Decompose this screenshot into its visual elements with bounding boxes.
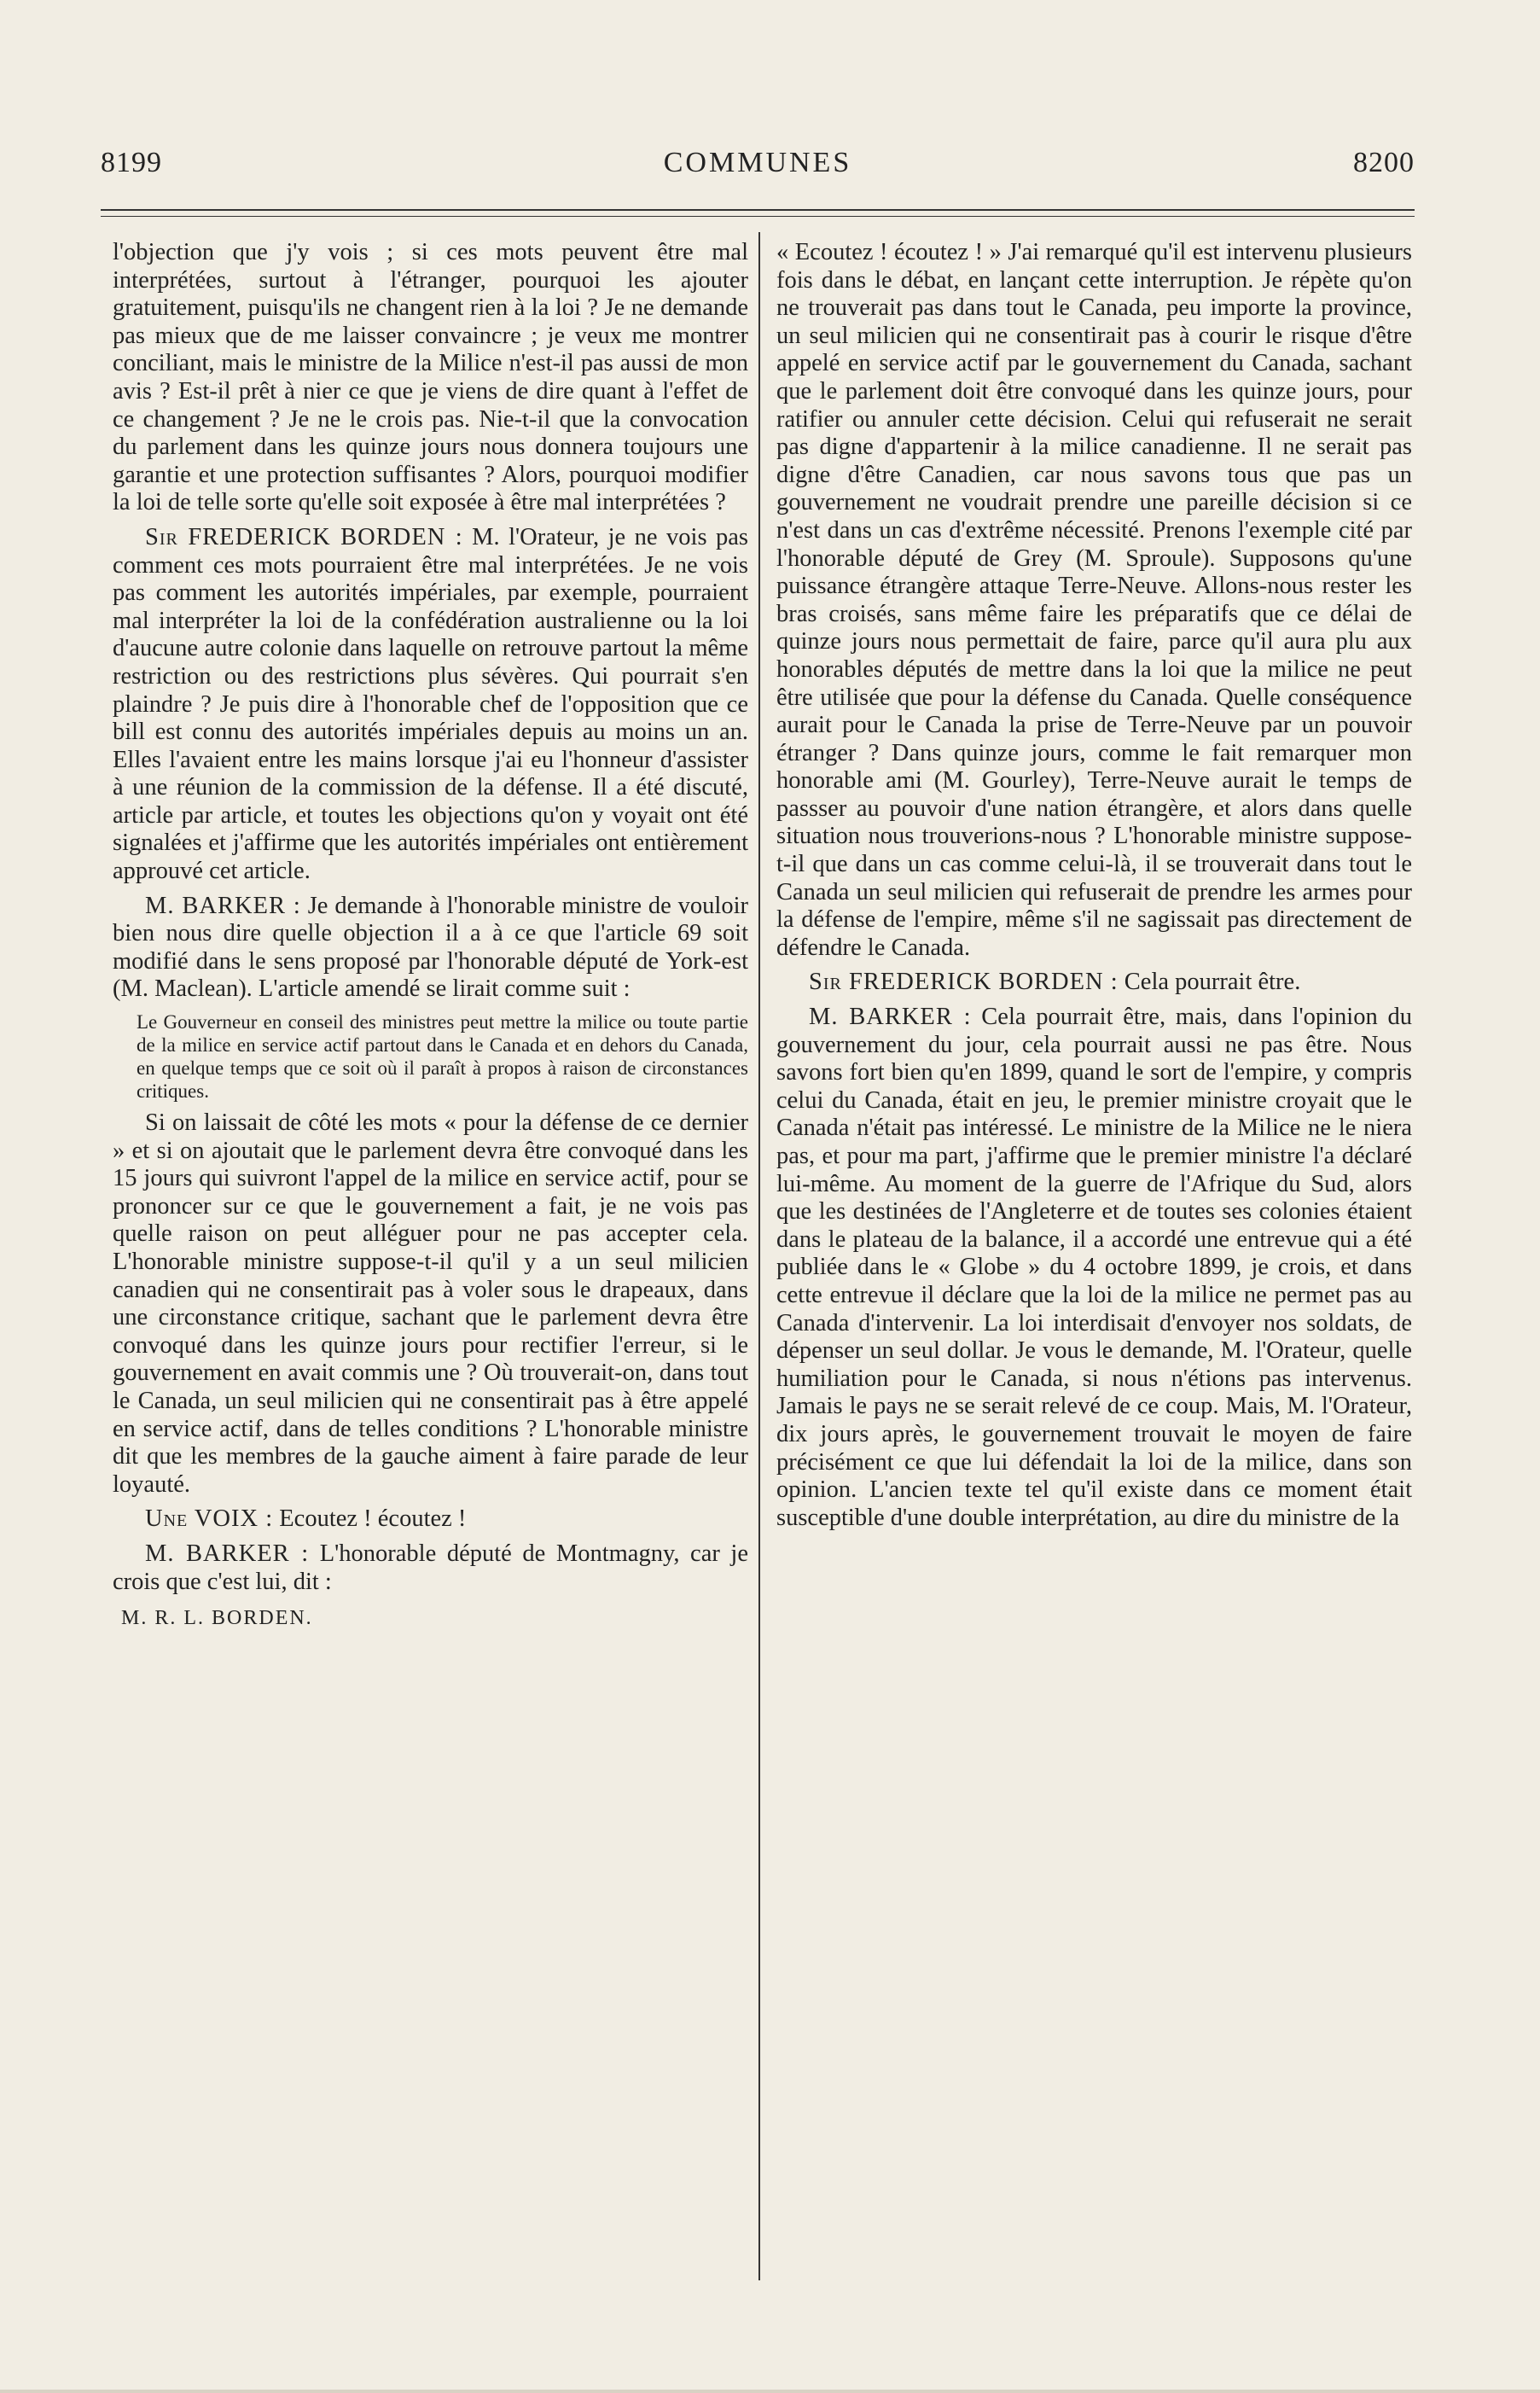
paragraph [113, 1540, 748, 1596]
left-column [113, 239, 748, 1633]
page-number-right: 8200 [1353, 147, 1415, 178]
column-divider [758, 232, 760, 2280]
page-number-left: 8199 [101, 147, 162, 178]
speaker-name: M. BARKER : [809, 1004, 972, 1031]
speech-text: L'honorable député de Montmagny, car je crois que c'est lui, dit : [113, 1540, 748, 1595]
header-rule-thin [101, 216, 1415, 217]
speaker-name: Une VOIX : [145, 1505, 274, 1533]
signoff: M. R. L. BORDEN. [121, 1607, 313, 1630]
running-head: COMMUNES [663, 147, 852, 178]
speech-text: Cela pourrait être, mais, dans l'opinion du gouvernement du jour, cela pourrait aussi ne pas être. Nous savons fort bien qu'en 1899, quand le sort de l'empire, y compris celui du Canada, était en jeu, le premier ministre croyait que le Canada n'était pas intéressé. Le ministre de la Milice ne le niera pas, et pour ma part, j'affirme que le premier ministre l'a déclaré lui-même. Au moment de la guerre de l'Afrique du Sud, alors que les destinées de l'Angleterre et de toutes ses colonies étaient dans le plateau de la balance, il a accordé une entrevue qui a été publiée dans le « Globe » du 4 octobre 1899, je crois, et dans cette entrevue il déclare que la loi de la milice ne permet pas au Canada d'intervenir. La loi interdisait d'envoyer nos soldats, de dépenser un seul dollar. Je vous le demande, M. l'Orateur, quelle humiliation pour le Canada, si nous n'étions pas intervenus. Jamais le pays ne se serait relevé de ce coup. Mais, M. l'Orateur, dix jours après, le gouvernement trouvait le moyen de faire précisément ce que lui défendait la loi de la milice, dans son opinion. L'ancien texte tel qu'il existe dans ce moment était susceptible d'une double interprétation, au dire du ministre de la [776, 1004, 1412, 1531]
right-column [776, 239, 1412, 1532]
header-rule [101, 209, 1415, 211]
quoted-article: Le Gouverneur en conseil des ministres peut mettre la milice ou toute partie de la milice en service actif partout dans le Canada et en dehors du Canada, en quelque temps que ce soit où il paraît à propos à raison de circonstances critiques. [137, 1011, 748, 1103]
paragraph [113, 524, 748, 886]
paragraph [776, 969, 1412, 997]
speech-text: M. l'Orateur, je ne vois pas comment ces mots pourraient être mal interprétées. Je ne vois pas comment les autorités impériales, par exemple, pourraient mal interpréter la loi de la confédération australienne ou la loi d'aucune autre colonie dans laquelle on retrouve partout la même restriction ou des restrictions plus sévères. Qui pourrait s'en plaindre ? Je puis dire à l'honorable chef de l'opposition que ce bill est connu des autorités impériales depuis au moins un an. Elles l'avaient entre les mains lorsque j'ai eu l'honneur d'assister à une réunion de la commission de la défense. Il a été discuté, article par article, et toutes les objections qu'on y voyait ont été signalées et j'affirme que les autorités impériales ont entièrement approuvé cet article. [113, 523, 748, 885]
paragraph: « Ecoutez ! écoutez ! » J'ai remarqué qu'il est intervenu plusieurs fois dans le débat, en lançant cette interruption. Je répète qu'on ne trouverait pas dans tout le Canada, peu importe la province, un seul milicien qui ne consentirait pas à courir le risque d'être appelé en service actif par le gouvernement du Canada, sachant que le parlement doit être convoqué dans les quinze jours, pour ratifier ou annuler cette décision. Celui qui refuserait ne serait pas digne d'appartenir à la milice canadienne. Il ne serait pas digne d'être Canadien, car nous savons tous que pas un gouvernement ne voudrait prendre une pareille décision si ce n'est dans un cas d'extrême nécessité. Prenons l'exemple cité par l'honorable député de Grey (M. Sproule). Supposons qu'une puissance étrangère attaque Terre-Neuve. Allons-nous rester les bras croisés, sans même faire les préparatifs que ce délai de quinze jours nous permettait de faire, parce qu'il aura plu aux honorables députés de mettre dans la loi que la milice ne peut être utilisée que pour la défense du Canada. Quelle conséquence aurait pour le Canada la prise de Terre-Neuve par un pouvoir étranger ? Dans quinze jours, comme le fait remarquer mon honorable ami (M. Gourley), Terre-Neuve aurait le temps de passser au pouvoir d'une nation étrangère, et alors dans quelle situation nous trouverions-nous ? L'honorable ministre suppose-t-il que dans un cas comme celui-là, il se trouverait dans tout le Canada un seul milicien qui refuserait de prendre les armes pour la défense de l'empire, même s'il ne sagissait pas directement de défendre le Canada. [776, 239, 1412, 961]
paragraph: l'objection que j'y vois ; si ces mots peuvent être mal interprétées, surtout à l'étranger, pourquoi les ajouter gratuitement, puisqu'ils ne changent rien à la loi ? Je ne demande pas mieux que de me laisser convaincre ; je veux me montrer conciliant, mais le ministre de la Milice n'est-il pas aussi de mon avis ? Est-il prêt à nier ce que je viens de dire quant à l'effet de ce changement ? Je ne le crois pas. Nie-t-il que la convocation du parlement dans les quinze jours nous donnera toujours une garantie et une protection suffisantes ? Alors, pourquoi modifier la loi de telle sorte qu'elle soit exposée à être mal interprétées ? [113, 239, 748, 516]
page-edge [0, 2390, 1540, 2393]
page-header [101, 137, 1415, 188]
paragraph [776, 1004, 1412, 1532]
paragraph [113, 893, 748, 1004]
speech-text: Cela pourrait être. [1124, 969, 1301, 996]
paragraph: Si on laissait de côté les mots « pour la défense de ce dernier » et si on ajoutait que le parlement devra être convoqué dans les 15 jours qui suivront l'appel de la milice en service actif, pour se prononcer sur ce que le gouvernement a fait, je ne vois pas quelle raison on peut alléguer pour ne pas accepter cela. L'honorable ministre suppose-t-il qu'il y a un seul milicien canadien qui ne consentirait pas à voler sous le drapeaux, dans une circonstance critique, sachant que le parlement devra être convoqué dans les quinze jours pour rectifier l'erreur, si le gouvernement en avait commis une ? Où trouverait-on, dans tout le Canada, un seul milicien qui ne consentirait pas à être appelé en service actif, dans de telles conditions ? L'honorable ministre dit que les membres de la gauche aiment à faire parade de leur loyauté. [113, 1109, 748, 1498]
speech-text: Je demande à l'honorable ministre de vouloir bien nous dire quelle objection il a à ce que l'article 69 soit modifié dans le sens proposé par l'honorable député de York-est (M. Maclean). L'article amendé se lirait comme suit : [113, 892, 748, 1003]
paragraph [113, 1505, 748, 1534]
speech-text: Ecoutez ! écoutez ! [279, 1505, 467, 1533]
speaker-name: Sir FREDERICK BORDEN : [809, 969, 1119, 996]
speaker-name: M. BARKER : [145, 892, 301, 919]
speaker-name: Sir FREDERICK BORDEN : [145, 523, 463, 550]
speaker-name: M. BARKER : [145, 1540, 310, 1567]
